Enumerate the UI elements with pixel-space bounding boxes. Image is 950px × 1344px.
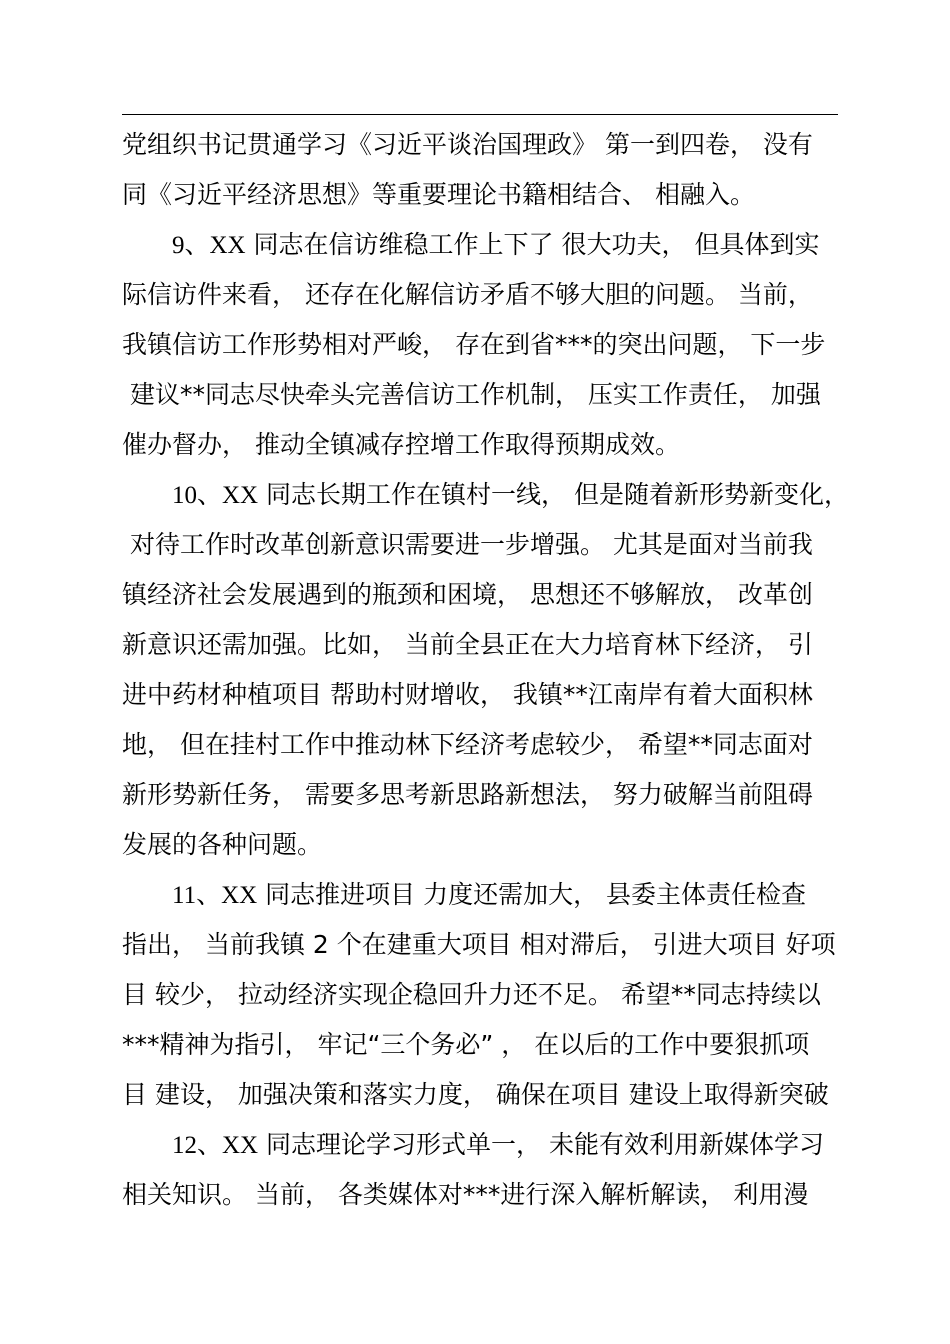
text-line: 相关知识。 当前， 各类媒体对***进行深入解析解读， 利用漫 — [122, 1180, 809, 1209]
text-line: 镇经济社会发展遇到的瓶颈和困境， 思想还不够解放， 改革创 — [122, 580, 813, 609]
text-line: 地， 但在挂村工作中推动林下经济考虑较少， 希望**同志面对 — [122, 730, 813, 759]
text-line: 催办督办， 推动全镇减存控增工作取得预期成效。 — [122, 430, 680, 459]
text-line-first — [122, 1120, 862, 1170]
item-number: 12、XX — [172, 1132, 259, 1159]
text-line: 同《习近平经济思想》等重要理论书籍相结合、 相融入。 — [122, 180, 755, 209]
text-line: 新形势新任务， 需要多思考新思路新想法， 努力破解当前阻碍 — [122, 780, 813, 809]
text-line: 党组织书记贯通学习《习近平谈治国理政》 第一到四卷， 没有 — [122, 130, 813, 159]
document-body — [122, 120, 862, 1220]
text-line: 目 较少， 拉动经济实现企稳回升力还不足。 希望**同志持续以 — [122, 980, 821, 1009]
paragraph-item-10 — [122, 470, 862, 870]
paragraph-item-12 — [122, 1120, 862, 1220]
header-rule — [122, 114, 838, 115]
paragraph-continuation — [122, 120, 862, 220]
text-line: 新意识还需加强。比如， 当前全县正在大力培育林下经济， 引 — [122, 630, 813, 659]
text-line: 我镇信访工作形势相对严峻， 存在到省***的突出问题， 下一步 — [122, 330, 826, 359]
item-number: 11、XX — [172, 882, 258, 909]
text-span: 同志在信访维稳工作上下了 很大功夫， 但具体到实 — [245, 230, 820, 259]
text-line-first — [122, 220, 862, 270]
paragraph-item-9 — [122, 220, 862, 470]
item-number: 10、XX — [172, 482, 259, 509]
item-number: 9、XX — [172, 232, 246, 259]
text-line: ***精神为指引， 牢记“三个务必” ， 在以后的工作中要狠抓项 — [122, 1030, 810, 1059]
paragraph-item-11 — [122, 870, 862, 1120]
text-span: 同志长期工作在镇村一线， 但是随着新形势新变化， — [258, 480, 850, 509]
text-line: 发展的各种问题。 — [122, 830, 323, 859]
text-line: 建议**同志尽快牵头完善信访工作机制， 压实工作责任， 加强 — [122, 380, 821, 409]
text-line: 目 建设， 加强决策和落实力度， 确保在项目 建设上取得新突破 — [122, 1080, 829, 1109]
text-line: 对待工作时改革创新意识需要进一步增强。 尤其是面对当前我 — [122, 530, 813, 559]
text-span: 同志理论学习形式单一， 未能有效利用新媒体学习 — [258, 1130, 825, 1159]
text-line: 进中药材种植项目 帮助村财增收， 我镇**江南岸有着大面积林 — [122, 680, 813, 709]
text-line-first — [122, 870, 862, 920]
text-line: 指出， 当前我镇 2 个在建重大项目 相对滞后， 引进大项目 好项 — [122, 930, 836, 959]
text-line-first — [122, 470, 862, 520]
text-span: 同志推进项目 力度还需加大， 县委主体责任检查 — [257, 880, 807, 909]
text-line: 际信访件来看， 还存在化解信访矛盾不够大胆的问题。 当前， — [122, 280, 813, 309]
